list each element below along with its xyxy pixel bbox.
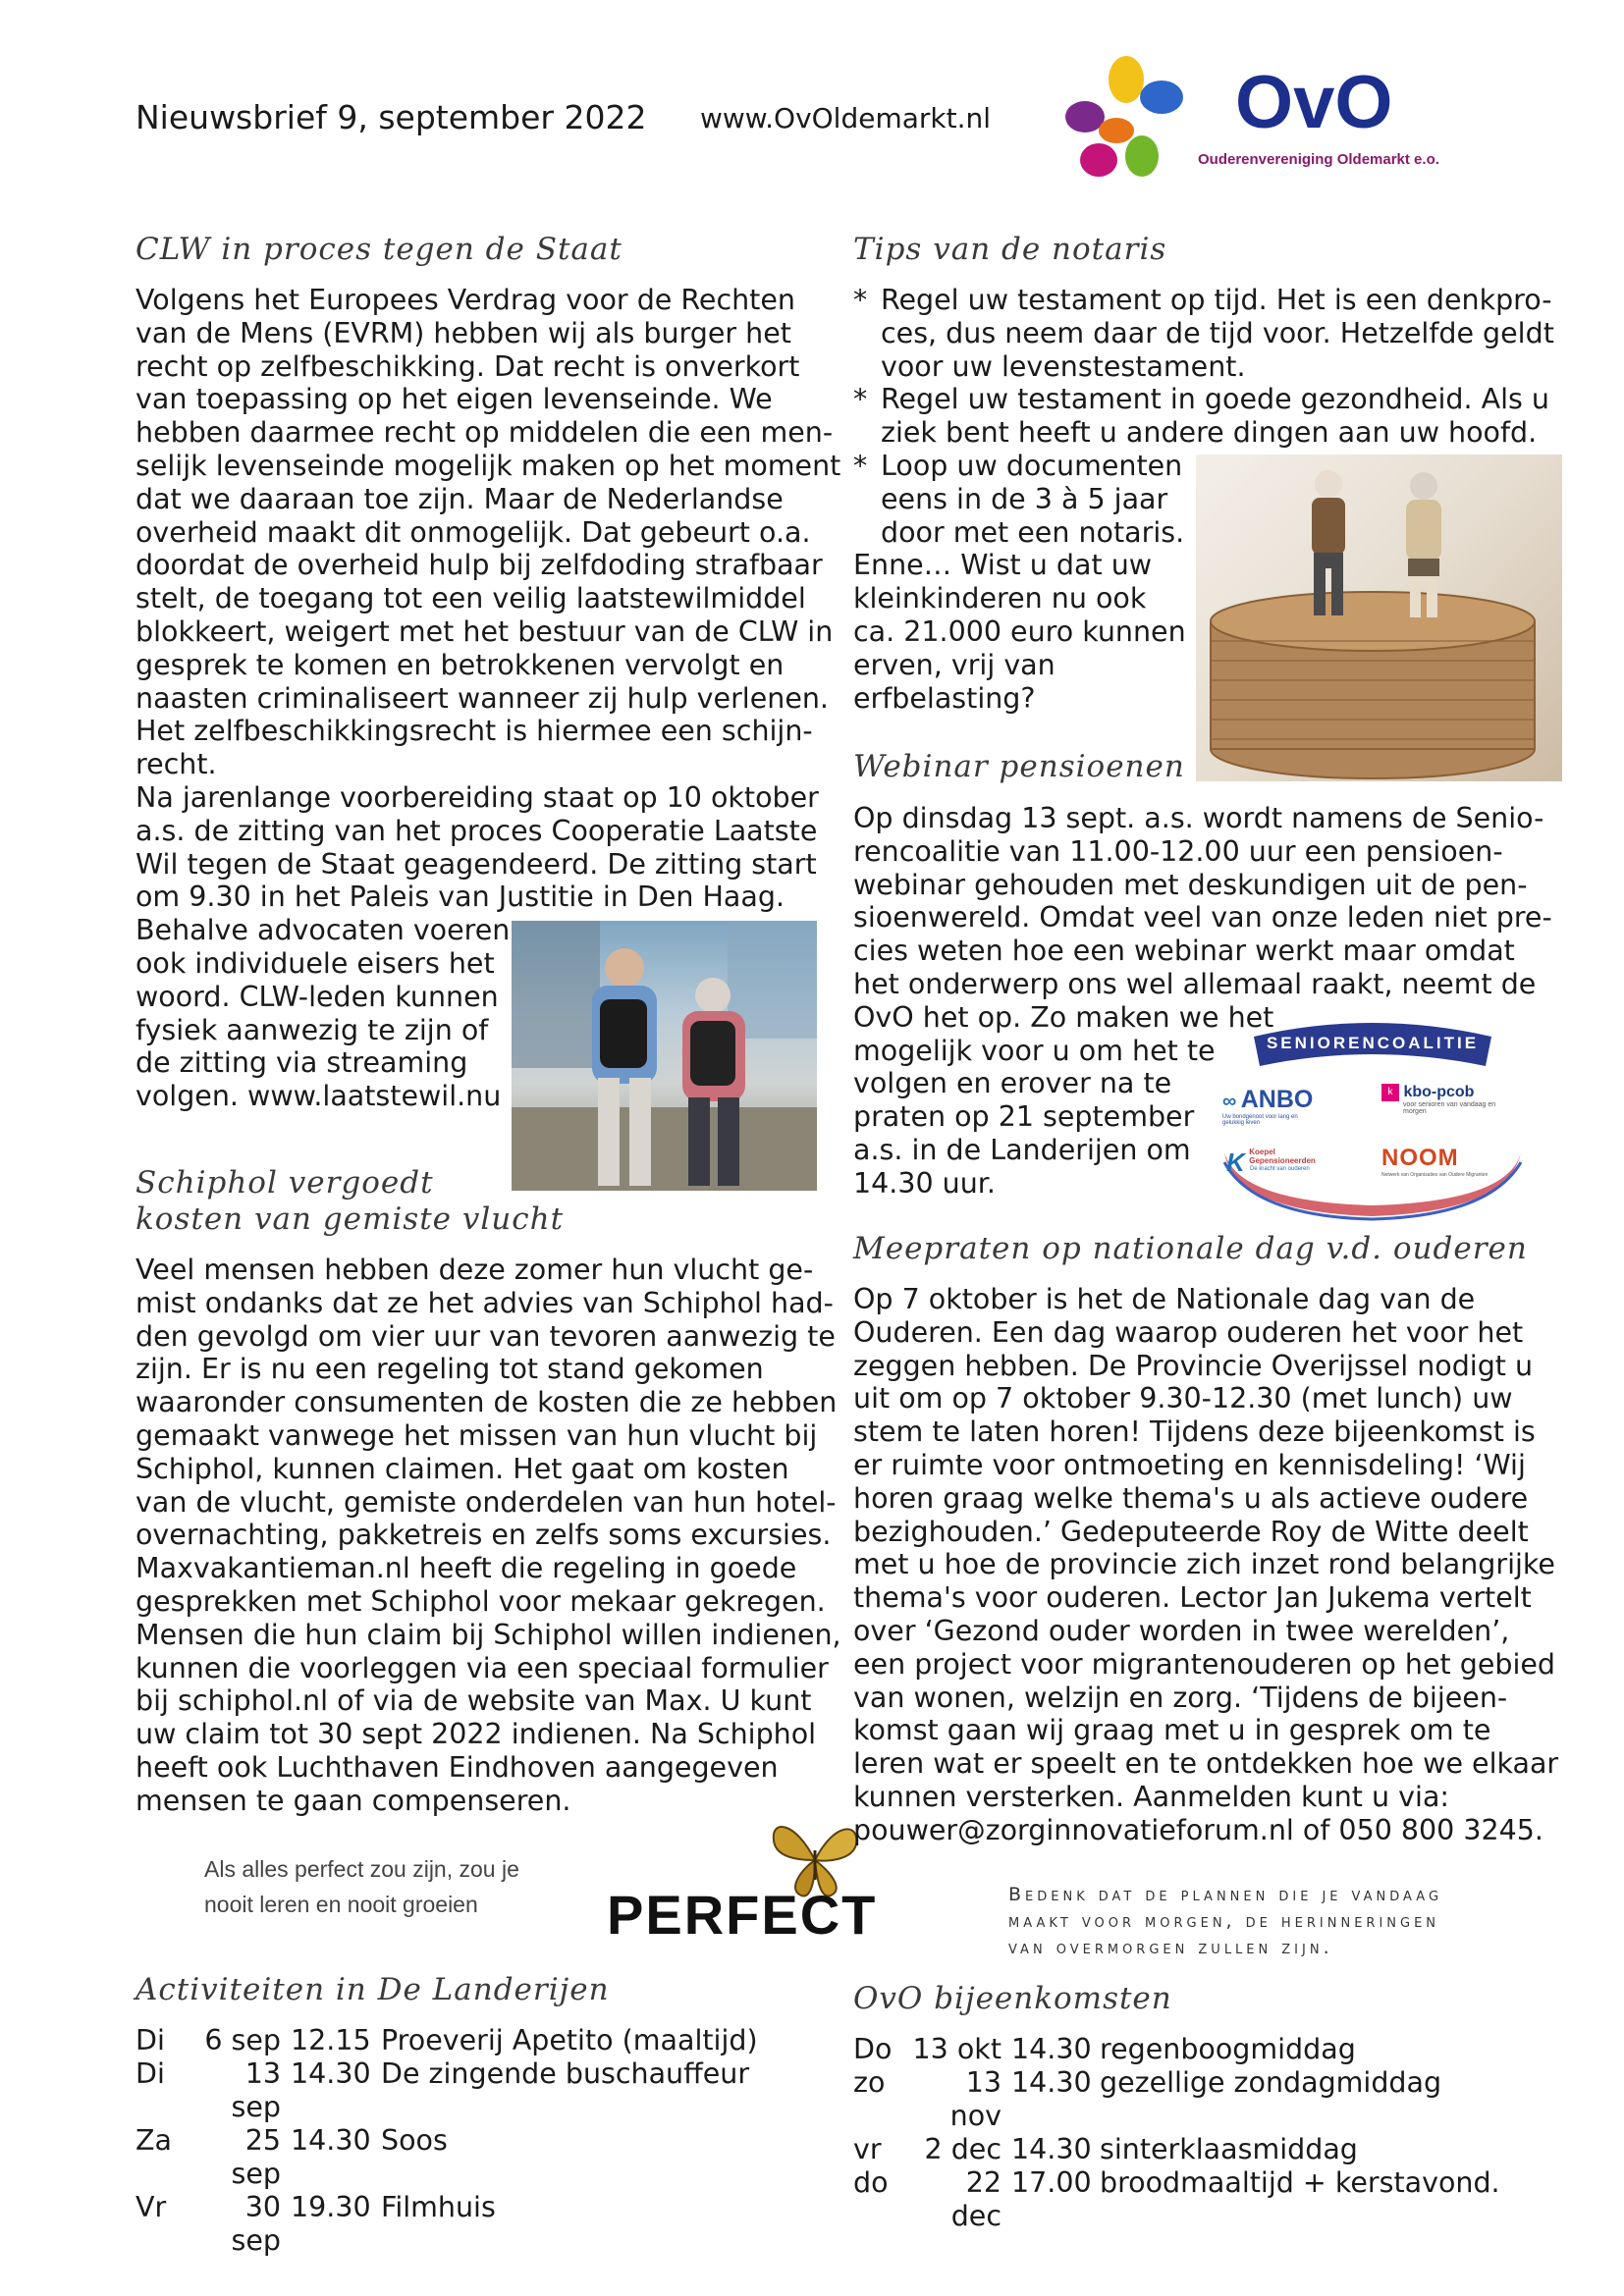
tip-line: voor uw levenstestament. (881, 349, 1246, 383)
quote-right-line: maakt voor morgen, de herinneringen (1008, 1910, 1440, 1932)
tip-line: Regel uw testament op tijd. Het is een denkpro- (881, 284, 1552, 316)
meepraten-line: stem te laten horen! Tijdens deze bijeenkomst is (853, 1415, 1536, 1449)
activity-date: 25 sep (231, 2124, 281, 2190)
schiphol-line: kunnen die voorleggen via een speciaal formulier (135, 1651, 829, 1684)
clw-line: overheid maakt dit onmogelijk. Dat gebeurt o.a. (135, 515, 811, 549)
activity-date: 13 sep (231, 2057, 281, 2123)
activity-day: Di (135, 2057, 165, 2090)
balloons-icon (1056, 54, 1193, 182)
tip-line: Loop uw documenten (881, 449, 1183, 482)
meepraten-line: thema's voor ouderen. Lector Jan Jukema vertelt (853, 1581, 1532, 1615)
schiphol-line: uw claim tot 30 sept 2022 indienen. Na Schiphol (135, 1718, 817, 1751)
meeting-day: do (853, 2166, 889, 2199)
schiphol-body (135, 1254, 842, 1818)
website-link[interactable]: www.OvOldemarkt.nl (700, 102, 992, 134)
schiphol-line: Mensen die hun claim bij Schiphol willen indienen, (135, 1618, 841, 1651)
meeting-row (853, 2133, 1560, 2166)
tip-item: * Regel uw testament op tijd. Het is een denkpro- ces, dus neem daar de tijd voor. Hetzelfde geldt voor uw levenstestament. (853, 284, 1554, 383)
meeting-time: 14.30 (1011, 2133, 1092, 2165)
meeting-time: 14.30 (1011, 2066, 1092, 2099)
schiphol-heading-2: kosten van gemiste vlucht (135, 1201, 565, 1237)
schiphol-line: zijn. Er is nu een regeling tot stand gekomen (135, 1353, 764, 1386)
meepraten-line: bezighouden.’ Gedeputeerde Roy de Witte deelt (853, 1515, 1529, 1548)
activities-list (135, 2024, 823, 2258)
meepraten-line: leren wat er speelt en te ontdekken hoe we elkaar (853, 1747, 1559, 1781)
schiphol-line: overnachting, pakketreis en zelfs soms excursies. (135, 1519, 832, 1552)
meepraten-line: zeggen hebben. De Provincie Overijssel nodigt u (853, 1349, 1534, 1382)
clw-line: a.s. de zitting van het proces Cooperatie Laatste (135, 814, 818, 847)
webinar-line: 14.30 uur. (853, 1166, 996, 1200)
clw-line: dat we daaraan toe zijn. Maar de Nederlandse (135, 482, 784, 515)
kbo-logo (1381, 1084, 1511, 1115)
schiphol-line: mist ondanks dat ze het advies van Schiphol had- (135, 1286, 834, 1319)
noom-name: NOOM (1381, 1145, 1459, 1171)
notaris-extra-line: kleinkinderen nu ook (853, 582, 1147, 615)
clw-line: ook individuele eisers het (135, 946, 495, 980)
activities-heading: Activiteiten in De Landerijen (135, 1972, 610, 2007)
meeting-row (853, 2166, 1560, 2233)
tip-item: * Loop uw documenten eens in de 3 à 5 jaar door met een notaris. (853, 449, 1185, 549)
webinar-line: sioenwereld. Omdat veel van onze leden niet pre- (853, 901, 1552, 934)
meeting-date: 2 dec (924, 2133, 1001, 2165)
webinar-line: OvO het op. Zo maken we het (853, 1000, 1274, 1034)
activity-day: Di (135, 2024, 165, 2056)
activity-time: 14.30 (291, 2057, 371, 2090)
elderly-couple-photo (512, 921, 817, 1191)
tip-line: ziek bent heeft u andere dingen aan uw hoofd. (881, 416, 1538, 450)
meepraten-line: pouwer@zorginnovatieforum.nl of 050 800 3245. (853, 1813, 1543, 1846)
noom-tagline: Netwerk van Organisaties van Oudere Migranten (1381, 1172, 1489, 1178)
kg-logo (1226, 1148, 1342, 1177)
webinar-line: rencoalitie van 11.00-12.00 uur een pensioen- (853, 834, 1503, 868)
kbo-icon: k (1381, 1084, 1399, 1101)
meepraten-line: een project voor migrantenouderen op het gebied (853, 1647, 1556, 1681)
meeting-date: 22 dec (950, 2166, 1001, 2232)
meepraten-line: horen graag welke thema's u als actieve oudere (853, 1481, 1529, 1515)
meepraten-line: uit om op 7 oktober 9.30-12.30 (met lunch) uw (853, 1382, 1513, 1415)
webinar-line: mogelijk voor u om het te (853, 1034, 1216, 1067)
kg-icon: K (1226, 1148, 1245, 1177)
clw-line: naasten criminaliseert wanneer zij hulp verlenen. (135, 681, 829, 715)
meeting-day: vr (853, 2133, 882, 2165)
webinar-line: a.s. in de Landerijen om (853, 1133, 1191, 1166)
kg-name: Koepel Gepensioneerden (1249, 1148, 1316, 1165)
tip-line: door met een notaris. (881, 515, 1185, 549)
tip-item: * Regel uw testament in goede gezondheid. Als u ziek bent heeft u andere dingen aan uw hoofd. (853, 383, 1549, 450)
activity-date: 6 sep (204, 2024, 281, 2056)
activity-row (135, 2191, 823, 2258)
notaris-extra-line: erven, vrij van (853, 648, 1056, 681)
quote-line-2: nooit leren en nooit groeien (204, 1892, 478, 1917)
clw-line: Het zelfbeschikkingsrecht is hiermee een schijn- (135, 715, 813, 748)
activity-name: Soos (381, 2124, 448, 2157)
kbo-tagline: voor senioren van vandaag en morgen (1403, 1101, 1496, 1116)
activity-row (135, 2024, 823, 2057)
meeting-name: broodmaaltijd + kerstavond. (1100, 2166, 1500, 2199)
activity-name: Filmhuis (381, 2191, 496, 2223)
meeting-name: gezellige zondagmiddag (1100, 2066, 1442, 2099)
webinar-line: cies weten hoe een webinar werkt maar omdat (853, 934, 1515, 968)
anbo-logo (1222, 1086, 1321, 1126)
anbo-icon: ∞ (1222, 1091, 1237, 1112)
webinar-line: webinar gehouden met deskundigen uit de pen- (853, 868, 1528, 901)
webinar-line: Op dinsdag 13 sept. a.s. wordt namens de Senio- (853, 802, 1544, 834)
meeting-date: 13 nov (949, 2066, 1001, 2132)
ovo-meetings-list (853, 2033, 1560, 2233)
logo-subtitle: Ouderenvereniging Oldemarkt e.o. (1198, 151, 1439, 168)
schiphol-line: den gevolgd om vier uur van tevoren aanwezig te (135, 1319, 836, 1353)
clw-line: om 9.30 in het Paleis van Justitie in Den Haag. (135, 881, 785, 914)
meeting-time: 17.00 (1011, 2166, 1092, 2199)
meepraten-line: er ruimte voor ontmoeting en kennisdeling! ‘Wij (853, 1448, 1526, 1481)
webinar-line: het onderwerp ons wel allemaal raakt, neemt de (853, 967, 1537, 1000)
activity-date: 30 sep (231, 2191, 281, 2257)
clw-line: Behalve advocaten voeren (135, 914, 511, 947)
clw-line: blokkeert, weigert met het bestuur van de CLW in (135, 614, 834, 648)
seniorencoalitie-banner: SENIORENCOALITIE (1266, 1034, 1480, 1052)
schiphol-line: bij schiphol.nl of via de website van Max. U kunt (135, 1684, 812, 1718)
quote-line-1: Als alles perfect zou zijn, zou je (204, 1856, 519, 1882)
meeting-day: zo (853, 2066, 886, 2099)
clw-line: van toepassing op het eigen levenseinde. We (135, 383, 773, 416)
clw-line: recht op zelfbeschikking. Dat recht is onverkort (135, 349, 800, 383)
clw-line: volgen. www.laatstewil.nu (135, 1080, 502, 1113)
schiphol-line: mensen te gaan compenseren. (135, 1784, 571, 1817)
kg-tagline: De kracht van ouderen (1250, 1166, 1310, 1172)
notaris-extra-line: Enne… Wist u dat uw (853, 549, 1153, 582)
anbo-tagline: Uw bondgenoot voor lang en gelukkig leven (1222, 1114, 1298, 1126)
activity-day: Za (135, 2124, 172, 2157)
perfect-word: PERFECT (607, 1884, 878, 1946)
clw-line: Wil tegen de Staat geagendeerd. De zitting start (135, 847, 817, 881)
meepraten-line: komst gaan wij graag met u in gesprek om te (853, 1714, 1491, 1747)
tip-line: Regel uw testament in goede gezondheid. Als u (881, 383, 1549, 416)
schiphol-line: Maxvakantieman.nl heeft die regeling in goede (135, 1552, 797, 1585)
schiphol-line: van de vlucht, gemiste onderdelen van hun hotel- (135, 1485, 837, 1519)
clw-line: de zitting via streaming (135, 1046, 468, 1080)
meepraten-line: van wonen, welzijn en zorg. ‘Tijdens de bijeen- (853, 1681, 1508, 1714)
schiphol-line: gesprekken met Schiphol voor mekaar gekregen. (135, 1584, 826, 1618)
webinar-heading: Webinar pensioenen (853, 749, 1185, 784)
meepraten-line: Ouderen. Een dag waarop ouderen het voor het (853, 1315, 1524, 1349)
anbo-name: ANBO (1240, 1086, 1314, 1113)
clw-line: selijk levenseinde mogelijk maken op het moment (135, 449, 841, 482)
activity-time: 14.30 (291, 2124, 371, 2157)
meepraten-line: met u hoe de provincie zich inzet rond belangrijke (853, 1548, 1555, 1581)
activity-time: 19.30 (291, 2191, 371, 2223)
activity-name: Proeverij Apetito (maaltijd) (381, 2024, 758, 2056)
webinar-line: volgen en erover na te (853, 1067, 1172, 1100)
schiphol-line: Schiphol, kunnen claimen. Het gaat om kosten (135, 1452, 789, 1485)
webinar-line: praten op 21 september (853, 1100, 1195, 1134)
schiphol-line: waaronder consumenten de kosten die ze hebben (135, 1386, 838, 1419)
meepraten-heading: Meepraten op nationale dag v.d. ouderen (853, 1231, 1528, 1266)
meeting-name: sinterklaasmiddag (1100, 2133, 1358, 2165)
clw-line: woord. CLW-leden kunnen (135, 980, 499, 1013)
meeting-name: regenboogmiddag (1100, 2033, 1356, 2065)
meepraten-line: over ‘Gezond ouder worden in twee werelden’, (853, 1614, 1510, 1647)
tip-line: ces, dus neem daar de tijd voor. Hetzelfde geldt (881, 316, 1554, 349)
notaris-extra-line: ca. 21.000 euro kunnen (853, 614, 1186, 648)
tip-line: eens in de 3 à 5 jaar (881, 482, 1168, 515)
meeting-row (853, 2033, 1560, 2066)
kbo-name: kbo-pcob (1403, 1084, 1475, 1101)
noom-logo (1381, 1145, 1499, 1178)
clw-line: fysiek aanwezig te zijn of (135, 1013, 489, 1046)
quote-right-line: van overmorgen zullen zijn. (1008, 1937, 1333, 1958)
schiphol-line: heeft ook Luchthaven Eindhoven aangegeven (135, 1750, 779, 1784)
logo-title: OvO (1235, 61, 1393, 144)
meepraten-line: kunnen versterken. Aanmelden kunt u via: (853, 1780, 1450, 1813)
meepraten-body (853, 1283, 1580, 1847)
clw-line: doordat de overheid hulp bij zelfdoding strafbaar (135, 549, 823, 582)
ovo-logo (1056, 54, 1488, 187)
schiphol-line: Veel mensen hebben deze zomer hun vlucht ge- (135, 1254, 814, 1286)
clw-line: recht. (135, 748, 217, 781)
meeting-day: Do (853, 2033, 893, 2065)
quote-right-line: Bedenk dat de plannen die je vandaag (1008, 1884, 1443, 1905)
coins-figures-photo (1196, 454, 1562, 781)
meeting-time: 14.30 (1011, 2033, 1092, 2065)
activity-row (135, 2057, 823, 2124)
notaris-heading: Tips van de notaris (853, 232, 1167, 267)
clw-line: Volgens het Europees Verdrag voor de Rechten (135, 284, 795, 316)
seniorencoalitie-logo (1215, 1015, 1531, 1221)
clw-line: van de Mens (EVRM) hebben wij als burger het (135, 316, 791, 349)
activity-name: De zingende buschauffeur (381, 2057, 750, 2090)
clw-heading: CLW in proces tegen de Staat (135, 232, 623, 267)
ovo-meetings-heading: OvO bijeenkomsten (853, 1981, 1172, 2016)
clw-line: gesprek te komen en betrokkenen vervolgt en (135, 648, 785, 681)
meeting-row (853, 2066, 1560, 2133)
activity-time: 12.15 (291, 2024, 371, 2056)
meeting-date: 13 okt (912, 2033, 1001, 2065)
schiphol-line: gemaakt vanwege het missen van hun vlucht bij (135, 1418, 818, 1452)
schiphol-heading-1: Schiphol vergoedt (135, 1165, 434, 1201)
activity-row (135, 2124, 823, 2191)
notaris-extra-line: erfbelasting? (853, 681, 1036, 715)
clw-line: stelt, de toegang tot een veilig laatstewilmiddel (135, 582, 806, 615)
activity-day: Vr (135, 2191, 167, 2223)
meepraten-line: Op 7 oktober is het de Nationale dag van de (853, 1283, 1476, 1315)
clw-line: Na jarenlange voorbereiding staat op 10 oktober (135, 780, 819, 814)
quote-right (1008, 1882, 1558, 1961)
newsletter-issue: Nieuwsbrief 9, september 2022 (135, 98, 647, 136)
clw-line: hebben daarmee recht op middelen die een men- (135, 416, 834, 450)
